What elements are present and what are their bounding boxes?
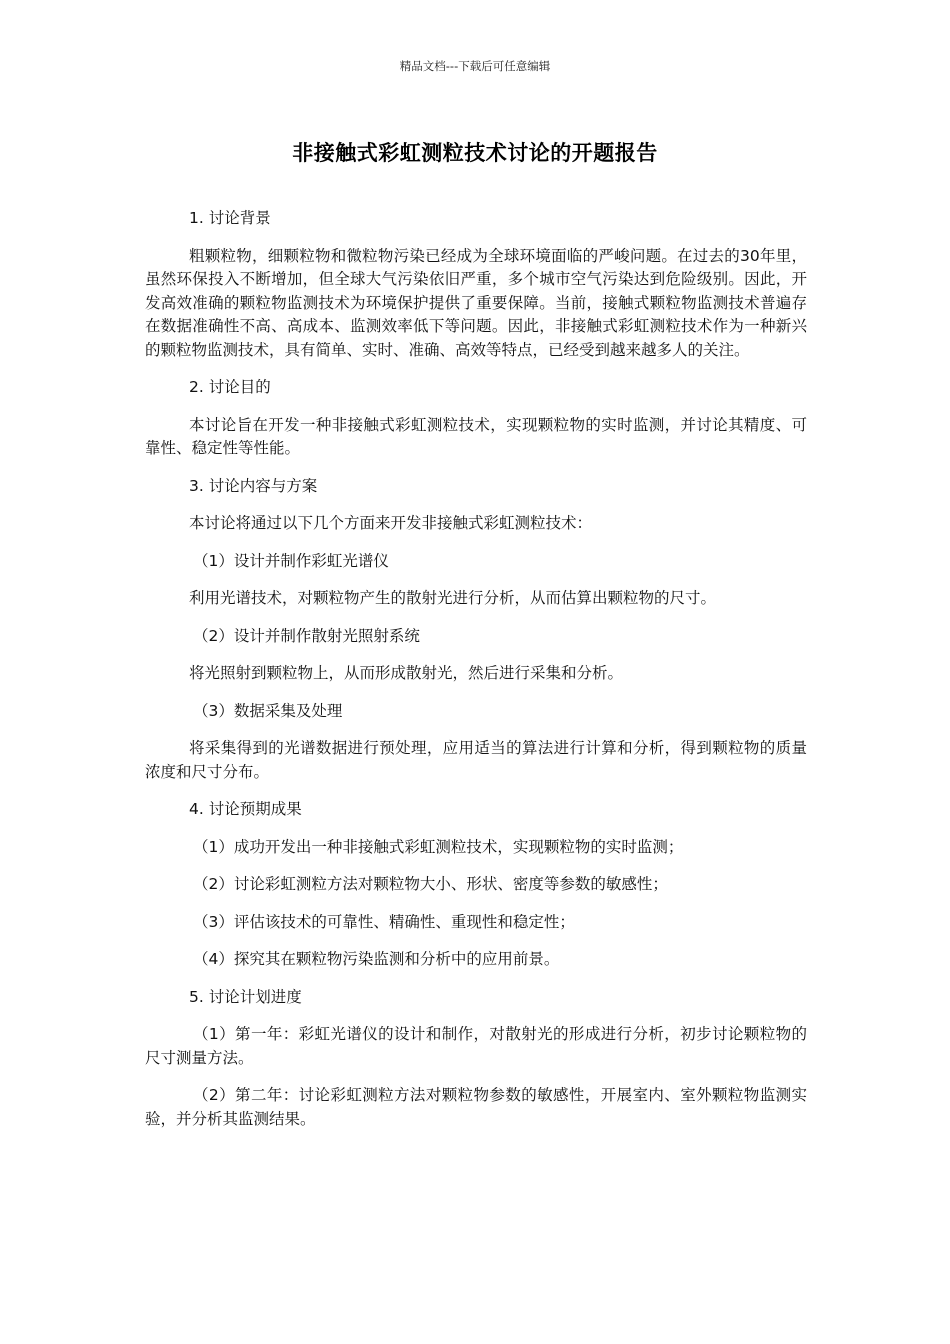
paragraph-spectrometer: 利用光谱技术，对颗粒物产生的散射光进行分析，从而估算出颗粒物的尺寸。 xyxy=(189,589,717,607)
section-heading-purpose: 2. 讨论目的 xyxy=(189,378,271,396)
outcome-item: （1）成功开发出一种非接触式彩虹测粒技术，实现颗粒物的实时监测； xyxy=(193,837,684,856)
section-heading-schedule: 5. 讨论计划进度 xyxy=(189,987,302,1006)
subheading-data-processing: （3）数据采集及处理 xyxy=(193,701,343,720)
header-note: 精品文档---下载后可任意编辑 xyxy=(399,59,551,73)
schedule-item: （2）第二年：讨论彩虹测粒方法对颗粒物参数的敏感性，开展室内、室外颗粒物监测实验，并分析其监测结果。 xyxy=(145,1086,807,1128)
paragraph-data-processing: 将采集得到的光谱数据进行预处理，应用适当的算法进行计算和分析，得到颗粒物的质量浓度和尺寸分布。 xyxy=(145,739,807,781)
outcome-item: （3）评估该技术的可靠性、精确性、重现性和稳定性； xyxy=(193,912,575,931)
section-heading-outcomes: 4. 讨论预期成果 xyxy=(189,800,302,818)
section-heading-background: 1. 讨论背景 xyxy=(189,209,271,227)
paragraph-content-intro: 本讨论将通过以下几个方面来开发非接触式彩虹测粒技术： xyxy=(189,514,593,532)
schedule-item: （1）第一年：彩虹光谱仪的设计和制作，对散射光的形成进行分析，初步讨论颗粒物的尺寸测量方法。 xyxy=(145,1025,807,1067)
subheading-spectrometer: （1）设计并制作彩虹光谱仪 xyxy=(193,551,389,570)
subheading-illumination: （2）设计并制作散射光照射系统 xyxy=(193,626,420,645)
paragraph-background: 粗颗粒物，细颗粒物和微粒物污染已经成为全球环境面临的严峻问题。在过去的30年里，虽然环保投入不断增加，但全球大气污染依旧严重，多个城市空气污染达到危险级别。因此，开发高效准确的颗粒物监测技术为环境保护提供了重要保障。当前，接触式颗粒物监测技术普遍存在数据准确性不高、高成本、监测效率低下等问题。因此，非接触式彩虹测粒技术作为一种新兴的颗粒物监测技术，具有简单、实时、准确、高效等特点，已经受到越来越多人的关注。 xyxy=(145,246,807,359)
outcome-item: （2）讨论彩虹测粒方法对颗粒物大小、形状、密度等参数的敏感性； xyxy=(193,875,668,893)
paragraph-illumination: 将光照射到颗粒物上，从而形成散射光，然后进行采集和分析。 xyxy=(189,664,624,682)
document-body xyxy=(145,207,807,1145)
paragraph-purpose: 本讨论旨在开发一种非接触式彩虹测粒技术，实现颗粒物的实时监测，并讨论其精度、可靠性、稳定性等性能。 xyxy=(145,415,807,457)
section-heading-content: 3. 讨论内容与方案 xyxy=(189,476,318,495)
outcome-item: （4）探究其在颗粒物污染监测和分析中的应用前景。 xyxy=(193,950,560,968)
document-title: 非接触式彩虹测粒技术讨论的开题报告 xyxy=(292,141,658,165)
